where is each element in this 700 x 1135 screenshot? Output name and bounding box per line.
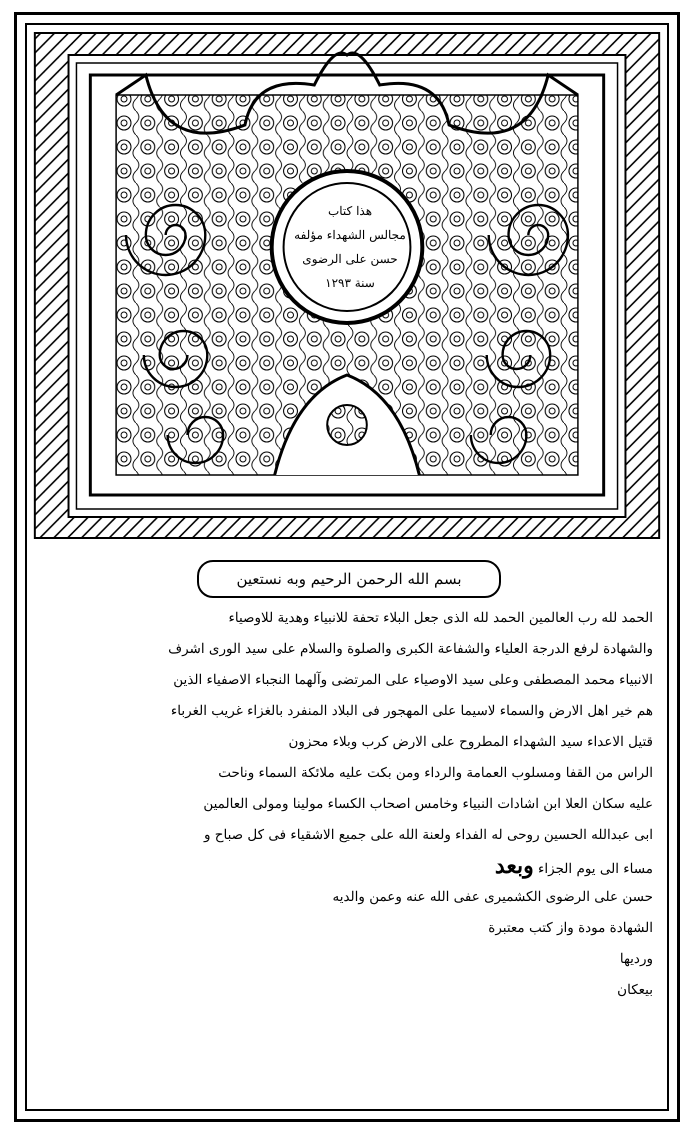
medallion-text	[282, 195, 418, 299]
text-line: علیه سکان العلا ابن اشادات النبیاء وخامس اصحاب الکساء مولینا ومولی العالمین	[203, 796, 653, 812]
text-line: قتیل الاعداء سید الشهداء المطروح علی الارض کرب وبلاء محزون	[288, 734, 653, 750]
text-line: ابی عبدالله الحسین روحی له الفداء ولعنة الله علی جمیع الاشقیاء فی کل صباح و	[203, 827, 653, 843]
text-line: الراس من القفا ومسلوب العمامة والرداء ومن بکت علیه ملائکة السماء وناحت	[218, 765, 653, 781]
medallion-line: سنة ١٢٩٣	[325, 276, 375, 290]
text-line: حسن علی الرضوی الکشمیری عفی الله عنه وعمن والدیه	[332, 889, 653, 905]
text-line-start: مساء الی یوم الجزاء	[538, 861, 653, 877]
text-line: هم خیر اهل الارض والسماء لاسیما علی المهجور فی البلاد المنفرد بالغزاء غریب الغرباء	[170, 703, 653, 719]
text-line: الشهادة مودة واز کتب معتبرة	[488, 920, 653, 936]
medallion-line: حسن علی الرضوی	[302, 252, 398, 266]
text-line: بیعکان	[617, 982, 653, 998]
basmala-cartouche	[197, 560, 501, 598]
wa-baad-heading: وبعد	[494, 853, 534, 879]
text-line: وردیها	[619, 951, 653, 967]
body-text	[41, 603, 653, 1103]
manuscript-page	[14, 12, 680, 1122]
text-line: الحمد لله رب العالمین الحمد لله الذی جعل البلاء تحفة للانبیاء وهدیة للاوصیاء	[228, 610, 653, 626]
medallion-line: مجالس الشهداء مؤلفه	[294, 228, 406, 242]
text-line: والشهادة لرفع الدرجة العلیاء والشفاعة الکبری والصلوة والسلام علی سید الوری اشرف	[168, 641, 653, 657]
basmala-text: بسم الله الرحمن الرحیم وبه نستعین	[236, 570, 462, 588]
text-line: الانبیاء محمد المصطفی وعلی سید الاوصیاء علی المرتضی وآلهما النجباء الاصفیاء الذین	[173, 672, 653, 688]
medallion-line: هذا كتاب	[327, 204, 373, 218]
text-line	[41, 851, 653, 882]
